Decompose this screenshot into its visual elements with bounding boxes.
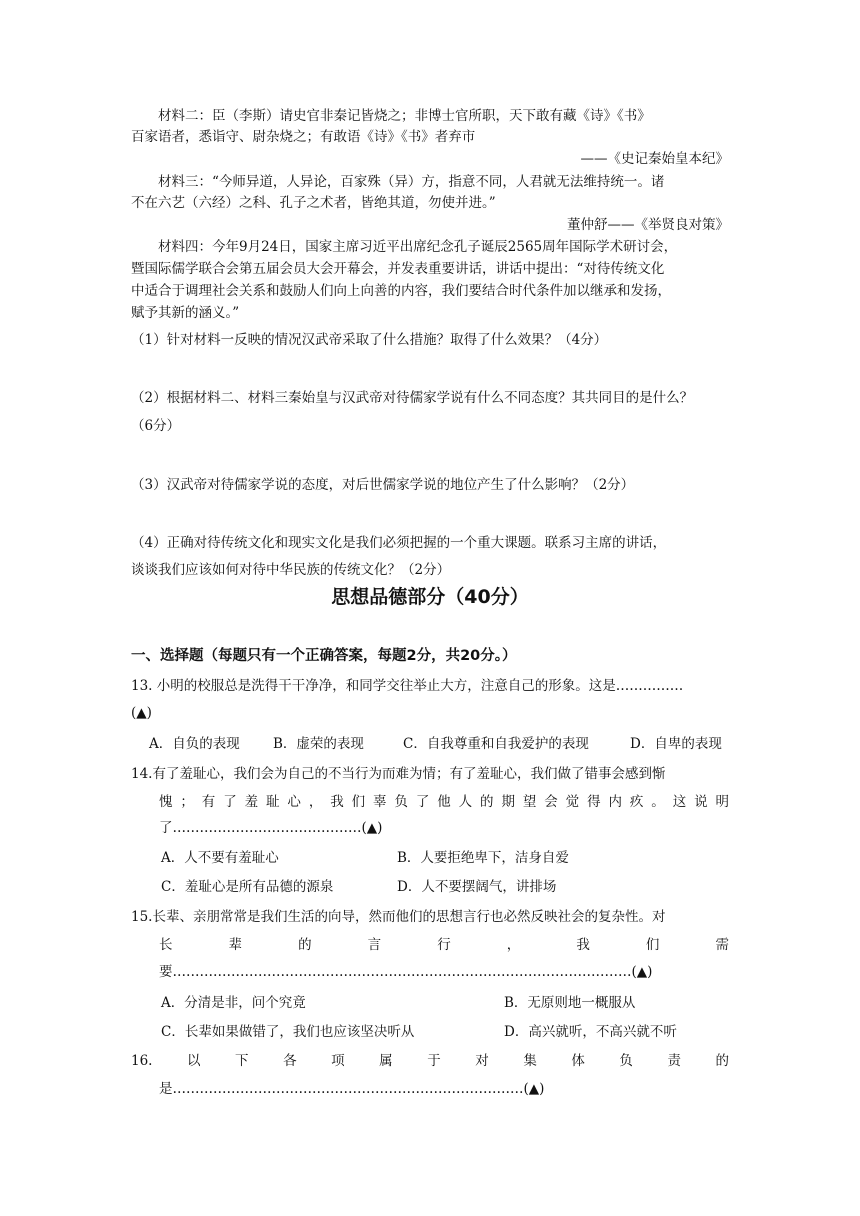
q14-option-a: A．人不要有羞耻心 — [161, 850, 279, 866]
material-4-line-2: 暨国际儒学联合会第五届会员大会开幕会，并发表重要讲话，讲话中提出：“对待传统文化 — [131, 261, 665, 277]
material-4-line-3: 中适合于调理社会关系和鼓励人们向上向善的内容，我们要结合时代条件加以继承和发扬， — [131, 283, 671, 299]
q15-stem-line-2: 长辈的言行，我们需 — [159, 937, 729, 953]
q16-stem-line-1: 16.以下各项属于对集体负责的 — [131, 1053, 729, 1069]
q15-stem-line-3: 要…………………………………………………………………………………………(▲) — [159, 964, 653, 980]
q13-option-d: D．自卑的表现 — [630, 736, 722, 752]
q13-option-a: A．自负的表现 — [149, 736, 240, 752]
q13-stem: 13. 小明的校服总是洗得干干净净，和同学交往举止大方，注意自己的形象。这是…………… — [131, 678, 684, 694]
history-question-2-line-2: （6分） — [131, 418, 181, 434]
history-question-2-line-1: （2）根据材料二、材料三秦始皇与汉武帝对待儒家学说有什么不同态度？其共同目的是什么？ — [131, 390, 694, 406]
section-title: 思想品德部分（40分） — [331, 586, 529, 608]
material-3-source: 董仲舒——《举贤良对策》 — [567, 217, 729, 233]
q13-answer-mark: (▲) — [131, 705, 152, 721]
q15-stem-line-1: 15.长辈、亲朋常常是我们生活的向导，然而他们的思想言行也必然反映社会的复杂性。对 — [131, 909, 666, 925]
q14-option-b: B．人要拒绝卑下，洁身自爱 — [397, 850, 569, 866]
q14-option-d: D．人不要摆阔气，讲排场 — [397, 879, 557, 895]
q15-option-a: A．分清是非，问个究竟 — [161, 995, 306, 1011]
q14-option-c: C．羞耻心是所有品德的源泉 — [161, 879, 334, 895]
material-2-line-2: 百家语者，悉诣守、尉杂烧之；有敢语《诗》《书》者弃市 — [131, 129, 476, 145]
part-1-heading: 一、选择题（每题只有一个正确答案，每题2分，共20分。） — [131, 648, 517, 664]
q13-option-c: C．自我尊重和自我爱护的表现 — [403, 736, 589, 752]
q14-stem-line-1: 14.有了羞耻心，我们会为自己的不当行为而难为情；有了羞耻心，我们做了错事会感到惭 — [131, 766, 666, 782]
q14-stem-line-3: 了……………………………………(▲) — [159, 820, 383, 836]
q15-option-d: D．高兴就听，不高兴就不听 — [504, 1024, 677, 1040]
q16-stem-line-2: 是……………………………………………………………………(▲) — [159, 1081, 545, 1097]
history-question-3: （3）汉武帝对待儒家学说的态度，对后世儒家学说的地位产生了什么影响？（2分） — [131, 477, 635, 493]
material-4-line-1: 材料四：今年9月24日，国家主席习近平出席纪念孔子诞辰2565周年国际学术研讨会， — [158, 239, 678, 255]
history-question-4-line-2: 谈谈我们应该如何对待中华民族的传统文化？（2分） — [131, 562, 451, 578]
q14-stem-line-2: 愧；有了羞耻心，我们辜负了他人的期望会觉得内疚。这说明 — [159, 794, 729, 810]
material-2-line-1: 材料二：臣（李斯）请史官非秦记皆烧之；非博士官所职，天下敢有藏《诗》《书》 — [158, 108, 651, 124]
history-question-4-line-1: （4）正确对待传统文化和现实文化是我们必须把握的一个重大课题。联系习主席的讲话， — [131, 535, 667, 551]
material-3-line-2: 不在六艺（六经）之科、孔子之术者，皆绝其道，勿使并进。” — [131, 195, 496, 211]
material-4-line-4: 赋予其新的涵义。” — [131, 305, 240, 321]
material-3-line-1: 材料三：“今师异道，人异论，百家殊（异）方，指意不同，人君就无法维持统一。诸 — [158, 174, 665, 190]
q15-option-b: B．无原则地一概服从 — [504, 995, 636, 1011]
material-2-source: ——《史记秦始皇本纪》 — [580, 151, 729, 167]
history-question-1: （1）针对材料一反映的情况汉武帝采取了什么措施？取得了什么效果？（4分） — [131, 332, 608, 348]
q13-option-b: B．虚荣的表现 — [273, 736, 364, 752]
q15-option-c: C．长辈如果做错了，我们也应该坚决听从 — [161, 1024, 415, 1040]
